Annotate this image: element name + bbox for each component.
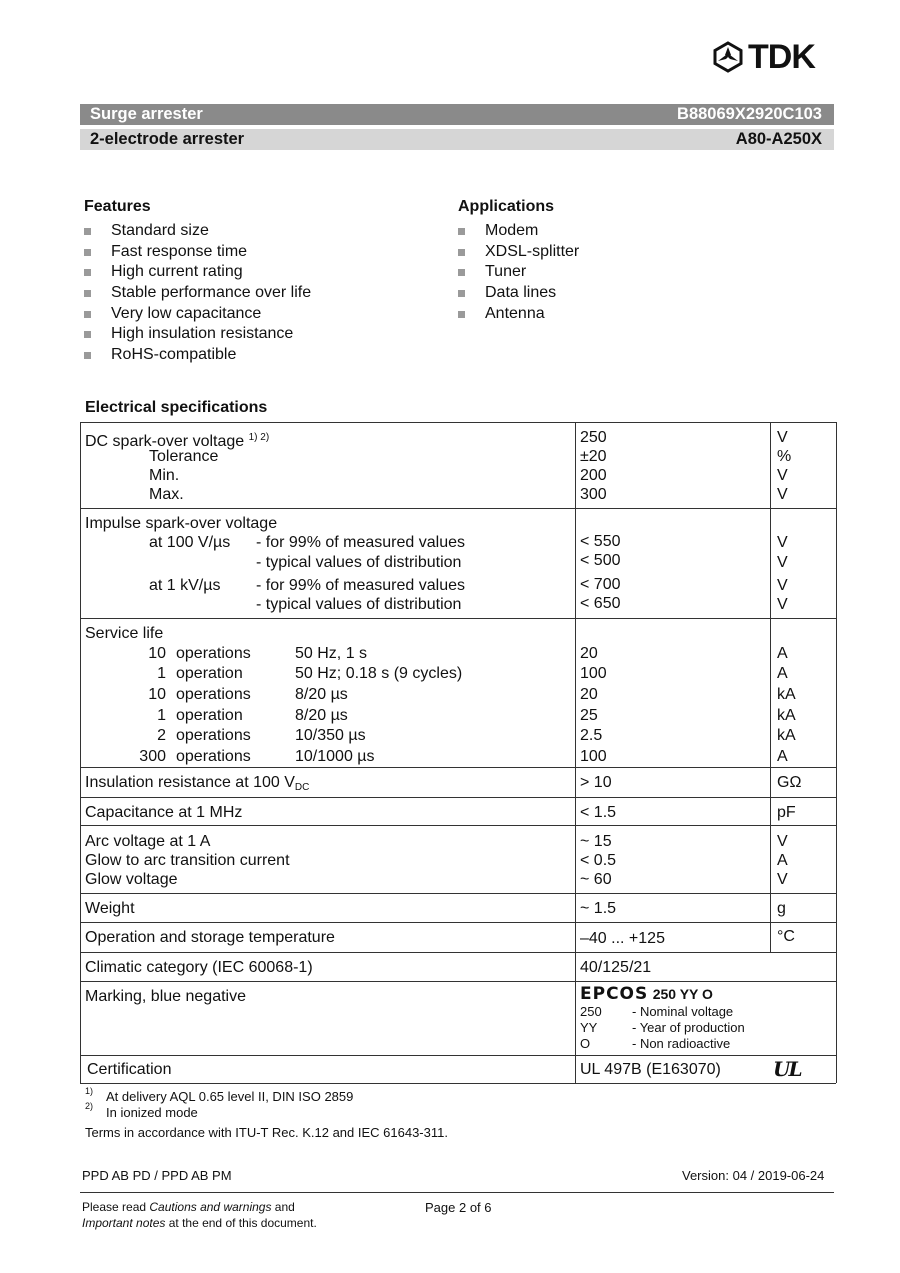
service-value: 100 [580, 748, 607, 765]
marking-string: 250 YY O [652, 986, 713, 1002]
table-rule [80, 1083, 836, 1084]
temperature-label: Operation and storage temperature [85, 929, 335, 946]
service-value: 2.5 [580, 727, 603, 744]
marking-desc: - Year of production [632, 1020, 745, 1035]
arc-value: < 0.5 [580, 852, 617, 869]
capacitance-unit: pF [777, 804, 796, 821]
product-subtype: 2-electrode arrester [90, 130, 245, 148]
bullet-icon [458, 228, 465, 235]
ordering-code: B88069X2920C103 [677, 105, 822, 123]
service-unit: kA [777, 727, 796, 744]
impulse-unit: V [777, 534, 788, 551]
bullet-icon [458, 269, 465, 276]
service-value: 20 [580, 686, 598, 703]
marking-label: Marking, blue negative [85, 988, 246, 1005]
footer-read-line-2: Important notes at the end of this document. [82, 1216, 317, 1230]
service-cond: 10/350 µs [295, 727, 366, 744]
table-rule [80, 922, 836, 923]
service-value: 20 [580, 645, 598, 662]
service-unit: A [777, 665, 788, 682]
table-rule [80, 952, 836, 953]
weight-value: ~ 1.5 [580, 900, 617, 917]
service-cond: 50 Hz, 1 s [295, 645, 368, 662]
table-divider [575, 422, 576, 1083]
service-cond: 8/20 µs [295, 686, 348, 703]
impulse-value: < 500 [580, 552, 621, 569]
features-list [84, 221, 311, 366]
service-cond: 10/1000 µs [295, 748, 375, 765]
table-border-left [80, 422, 81, 1083]
product-type: Surge arrester [90, 105, 203, 123]
series-bar [80, 129, 834, 150]
bullet-icon [458, 290, 465, 297]
note-1: At delivery AQL 0.65 level II, DIN ISO 2859 [106, 1089, 354, 1104]
weight-label: Weight [85, 900, 135, 917]
glow-arc-label: Glow to arc transition current [85, 852, 290, 869]
list-item: Fast response time [84, 242, 311, 263]
dc-tolerance-unit: % [777, 448, 792, 465]
service-op: operation [176, 665, 243, 682]
impulse-unit: V [777, 554, 788, 571]
bullet-icon [84, 352, 91, 359]
service-value: 100 [580, 665, 607, 682]
dc-max-unit: V [777, 486, 788, 503]
epcos-brand: EPCOS [580, 984, 649, 1004]
table-rule [80, 981, 836, 982]
bullet-icon [84, 228, 91, 235]
table-rule [80, 893, 836, 894]
bullet-icon [84, 269, 91, 276]
applications-list [458, 221, 579, 324]
impulse-label: Impulse spark-over voltage [85, 515, 278, 532]
dc-unit: V [777, 429, 788, 446]
insulation-unit: GΩ [777, 774, 802, 791]
impulse-value: < 550 [580, 533, 621, 550]
service-value: 25 [580, 707, 598, 724]
features-heading: Features [84, 198, 151, 215]
service-count: 10 [148, 645, 166, 662]
certification-label: Certification [87, 1061, 172, 1078]
dc-max-label: Max. [149, 486, 184, 503]
list-item: Stable performance over life [84, 283, 311, 304]
capacitance-label: Capacitance at 1 MHz [85, 804, 243, 821]
applications-heading: Applications [458, 198, 555, 215]
service-unit: kA [777, 707, 796, 724]
certification-value: UL 497B (E163070) [580, 1061, 721, 1078]
series-name: A80-A250X [735, 130, 822, 148]
arc-unit: A [777, 852, 788, 869]
marking-desc: - Non radioactive [632, 1036, 731, 1051]
service-count: 300 [139, 748, 166, 765]
marking-key: YY [580, 1020, 598, 1035]
impulse-desc-typ: - typical values of distribution [256, 554, 462, 571]
service-op: operations [176, 727, 251, 744]
insulation-value: > 10 [580, 774, 612, 791]
service-unit: A [777, 748, 788, 765]
arc-value: ~ 60 [580, 871, 612, 888]
marking-key: O [580, 1036, 591, 1051]
list-item: Very low capacitance [84, 304, 311, 325]
note-2-mark: 2) [85, 1101, 94, 1111]
bullet-icon [458, 311, 465, 318]
footer-department: PPD AB PD / PPD AB PM [82, 1168, 232, 1183]
list-item: Tuner [458, 262, 579, 283]
list-item: Standard size [84, 221, 311, 242]
tdk-emblem-icon [712, 41, 744, 73]
note-1-mark: 1) [85, 1086, 94, 1096]
insulation-label: Insulation resistance at 100 $V_{DC}$ [85, 774, 310, 793]
arc-unit: V [777, 833, 788, 850]
spec-heading: Electrical specifications [85, 399, 268, 416]
service-op: operations [176, 748, 251, 765]
impulse-desc-99: - for 99% of measured values [256, 577, 465, 594]
dc-max-value: 300 [580, 486, 607, 503]
tdk-logo [712, 37, 815, 76]
marking-code [580, 985, 713, 1004]
temperature-value: –40 ... +125 [580, 930, 665, 947]
table-rule [80, 797, 836, 798]
dc-value: 250 [580, 429, 607, 446]
list-item: Data lines [458, 283, 579, 304]
footer-read-line-1: Please read Cautions and warnings and [82, 1200, 295, 1214]
note-2: In ionized mode [106, 1105, 198, 1120]
capacitance-value: < 1.5 [580, 804, 617, 821]
dc-min-label: Min. [149, 467, 180, 484]
list-item: RoHS-compatible [84, 345, 311, 366]
service-count: 2 [157, 727, 166, 744]
marking-key: 250 [580, 1004, 602, 1019]
arc-voltage-label: Arc voltage at 1 A [85, 833, 211, 850]
ul-mark-icon: UL [773, 1057, 801, 1081]
service-count: 1 [157, 707, 166, 724]
service-count: 1 [157, 665, 166, 682]
service-op: operation [176, 707, 243, 724]
arc-unit: V [777, 871, 788, 888]
table-rule [80, 508, 836, 509]
table-border-right [836, 422, 837, 1083]
impulse-value: < 700 [580, 576, 621, 593]
temperature-unit: °C [777, 928, 795, 945]
bullet-icon [458, 249, 465, 256]
footer-rule [80, 1192, 834, 1193]
product-bar [80, 104, 834, 125]
terms-note: Terms in accordance with ITU-T Rec. K.12 and IEC 61643-311. [85, 1125, 448, 1140]
dc-tolerance-label: Tolerance [149, 448, 219, 465]
bullet-icon [84, 311, 91, 318]
service-op: operations [176, 645, 251, 662]
climatic-value: 40/125/21 [580, 959, 652, 976]
list-item: XDSL-splitter [458, 242, 579, 263]
service-cond: 8/20 µs [295, 707, 348, 724]
arc-value: ~ 15 [580, 833, 612, 850]
service-life-label: Service life [85, 625, 164, 642]
footer-version: Version: 04 / 2019-06-24 [682, 1168, 825, 1183]
table-rule [80, 825, 836, 826]
table-rule [80, 767, 836, 768]
service-unit: kA [777, 686, 796, 703]
list-item: High insulation resistance [84, 324, 311, 345]
dc-sparkover-label: DC spark-over voltage $^{1) 2)}$ [85, 432, 270, 450]
climatic-label: Climatic category (IEC 60068-1) [85, 959, 313, 976]
bullet-icon [84, 249, 91, 256]
list-item: Antenna [458, 304, 579, 325]
impulse-desc-typ: - typical values of distribution [256, 596, 462, 613]
bullet-icon [84, 290, 91, 297]
weight-unit: g [777, 900, 786, 917]
dc-min-unit: V [777, 467, 788, 484]
table-divider [770, 422, 771, 952]
dc-min-value: 200 [580, 467, 607, 484]
service-cond: 50 Hz; 0.18 s (9 cycles) [295, 665, 463, 682]
logo-text: TDK [748, 37, 815, 76]
page-number: Page 2 of 6 [425, 1200, 492, 1215]
impulse-desc-99: - for 99% of measured values [256, 534, 465, 551]
table-rule [80, 1055, 836, 1056]
dc-tolerance-value: ±20 [580, 448, 607, 465]
impulse-unit: V [777, 596, 788, 613]
list-item: High current rating [84, 262, 311, 283]
table-rule [80, 618, 836, 619]
table-rule [80, 422, 836, 423]
service-op: operations [176, 686, 251, 703]
list-item: Modem [458, 221, 579, 242]
marking-desc: - Nominal voltage [632, 1004, 734, 1019]
impulse-rate-100: at 100 V/µs [149, 534, 231, 551]
glow-voltage-label: Glow voltage [85, 871, 178, 888]
impulse-rate-1k: at 1 kV/µs [149, 577, 221, 594]
service-unit: A [777, 645, 788, 662]
impulse-unit: V [777, 577, 788, 594]
impulse-value: < 650 [580, 595, 621, 612]
service-count: 10 [148, 686, 166, 703]
bullet-icon [84, 331, 91, 338]
